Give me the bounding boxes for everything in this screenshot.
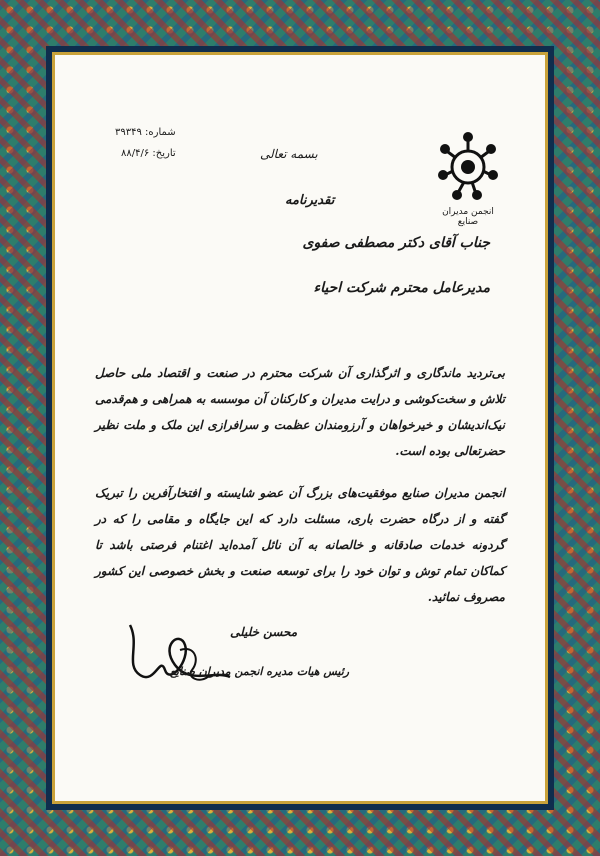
body-paragraph-1: بی‌تردید ماندگاری و اثرگذاری آن شرکت محترم در صنعت و اقتصاد ملی حاصل تلاش و سخت‌کوشی و درایت مدیران و کارکنان آن موسسه به همراهی و هم‌قدمی نیک‌اندیشان و خیرخواهان و آرزومندان عظمت و سرافرازی این ملک و ملت نظیر حضرتعالی بوده است. [95,366,505,458]
signatory-role: رئیس هیات مدیره انجمن مدیران صنایع [170,665,350,678]
recipient-name: جناب آقای دکتر مصطفی صفوی [302,235,490,251]
document-sheet [55,55,545,801]
recipient-position: مدیرعامل محترم شرکت احیاء [313,280,490,296]
handwritten-signature [120,615,240,705]
document-meta [115,127,176,169]
org-name: انجمن مدیران صنایع [442,207,494,227]
document-number: شماره: ۳۹۳۴۹ [115,127,176,138]
document-date: تاریخ: ۸۸/۴/۶ [121,148,176,159]
invocation-heading: بسمه تعالی [260,147,318,161]
body-paragraph-2: انجمن مدیران صنایع موفقیت‌های بزرگ آن عضو شایسته و افتخارآفرین را تبریک گفته و از درگاه حضرت باری، مسئلت دارد که این جایگاه و مقامی را که در گردونه خدمات صادقانه و خالصانه به آن نائل آمده‌اید اغتنام فرصتی باشد تا کماکان تمام توش و توان خود را برای توسعه صنعت و بخش خصوصی این کشور مصروف نمائید. [95,486,505,604]
document-title: تقدیرنامه [285,193,335,208]
org-logo-icon [433,127,503,207]
signatory-name: محسن خلیلی [230,625,298,639]
